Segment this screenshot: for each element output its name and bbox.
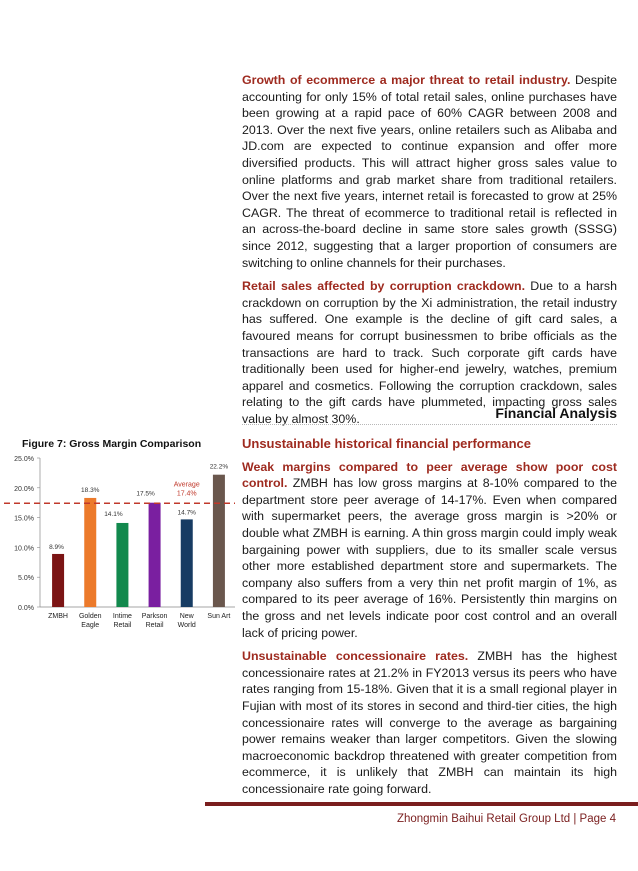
value-label: 14.7% [177, 509, 196, 517]
intro-column [242, 72, 617, 434]
category-label: New [179, 613, 194, 620]
value-label: 14.1% [104, 510, 123, 518]
y-tick-label: 25.0% [14, 456, 34, 463]
margins-paragraph [242, 459, 617, 642]
value-label: 18.3% [81, 486, 100, 494]
analysis-column [242, 436, 617, 804]
category-label: Eagle [81, 622, 100, 629]
concessionaire-lead: Unsustainable concessionaire rates. [242, 649, 469, 664]
average-label: Average [173, 481, 200, 489]
category-label: ZMBH [48, 613, 69, 620]
corruption-lead: Retail sales affected by corruption crackdown. [242, 279, 526, 294]
section-subtitle: Unsustainable historical financial performance [242, 436, 531, 451]
margins-lead: Weak margins compared to peer average show poor cost control. [242, 459, 617, 491]
concessionaire-body: ZMBH has the highest concessionaire rates at 21.2% in FY2013 versus its peers who have rates ranging from 15-18%. Given that it is a small regional player in Fujian with most of its stores in second and third-tier cities, the high concessionaire rates will converge to the average as bargaining power remains weaker than larger competitors. Given the slowing macroeconomic backdrop threatened with greater competition from ecommerce, it is unlikely that ZMBH can maintain its high concessionaire rate going forward. [242, 649, 618, 796]
footer-text: Zhongmin Baihui Retail Group Ltd | Page 4 [396, 813, 616, 825]
value-label: 17.5% [136, 490, 155, 498]
section-title: Financial Analysis [495, 405, 617, 421]
chart-title: Figure 7: Gross Margin Comparison [22, 438, 202, 450]
y-tick-label: 5.0% [18, 575, 34, 583]
bar-0 [52, 554, 64, 607]
bar-4 [181, 519, 193, 607]
category-label: World [177, 622, 196, 629]
footer-rule [205, 802, 638, 806]
average-value-label: 17.4% [176, 490, 197, 498]
y-tick-label: 0.0% [18, 605, 34, 612]
value-label: 8.9% [49, 543, 64, 551]
bar-3 [149, 503, 161, 607]
section-divider [242, 424, 617, 425]
bar-1 [84, 498, 96, 607]
ecommerce-lead: Growth of ecommerce a major threat to retail industry. [242, 73, 571, 87]
ecommerce-body: Despite accounting for only 15% of total retail sales, online purchases have been growing at a rapid pace of 60% CAGR between 2008 and 2013. Over the next five years, online retailers such as Alibaba and JD.com are expected to continue expansion and offer more diversified products. This will attract higher gross sales value to online platforms and grab market share from traditional retailers. Over the next five years, internet retail is forecasted to grow at 25% CAGR. The threat of ecommerce to traditional retail is reflected in an across-the-board decline in same store sales growth (SSSG) since 2012, suggesting that a larger proportion of consumers are switching to online channels for their purchases. [242, 73, 617, 270]
y-tick-label: 15.0% [14, 515, 34, 523]
bar-2 [116, 523, 128, 607]
bar-5 [213, 475, 225, 607]
category-label: Retail [145, 622, 164, 629]
category-label: Retail [113, 622, 132, 629]
corruption-body: Due to a harsh crackdown on corruption by the Xi administration, the retail industry has suffered. One example is the decline of gift card sales, a favoured means for corrupt businessmen to bribe officials as the transactions are hard to track. Such corporate gift cards have traditionally been used for higher-end jewelry, watches, premium apparel and cosmetics. Following the corruption crackdown, sales relating to the gift cards have plummeted, impacting gross sales value by almost 30%. [242, 279, 617, 426]
category-label: Sun Art [207, 613, 231, 620]
gross-margin-chart [0, 448, 240, 629]
value-label: 22.2% [209, 463, 229, 471]
category-label: Parkson [141, 613, 168, 620]
margins-body: ZMBH has low gross margins at 8-10% compared to the department store peer average of 14-17%. Even when compared with supermarket peers, the average gross margin is >20% or double what ZMBH is earning. A thin gross margin could imply weak bargaining power with suppliers, due to its smaller scale versus other more established department store and supermarkets. The company also suffers from a very thin net profit margin of 1%, as compared to its peer average of 16%. Persistently thin margins on the gross and net levels indicate poor cost control and an overall lack of pricing power. [242, 476, 617, 640]
concessionaire-paragraph [242, 648, 617, 797]
ecommerce-paragraph [242, 72, 617, 271]
category-label: Intime [112, 613, 132, 620]
y-tick-label: 20.0% [14, 485, 34, 493]
y-tick-label: 10.0% [14, 545, 34, 553]
category-label: Golden [78, 613, 102, 620]
